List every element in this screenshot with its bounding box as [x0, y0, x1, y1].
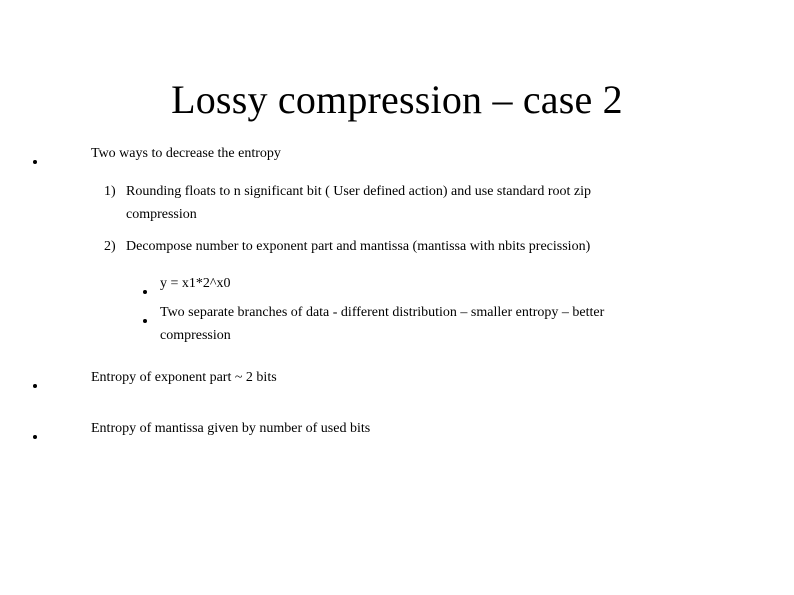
bullet-icon — [143, 319, 147, 323]
item-2-line-1: Decompose number to exponent part and mantissa (mantissa with nbits precission) — [126, 239, 591, 254]
bullet-icon — [33, 435, 37, 439]
item-1-line-2: compression — [126, 207, 197, 222]
bullet-icon — [33, 160, 37, 164]
item-1-line-1: Rounding floats to n significant bit ( User defined action) and use standard root zip — [126, 184, 592, 199]
item-number-1: 1) — [104, 184, 116, 199]
bullet-text-entropy-exponent: Entropy of exponent part ~ 2 bits — [91, 370, 277, 385]
slide-title: Lossy compression – case 2 — [171, 77, 623, 122]
subbullet-separate-branches-line-2: compression — [160, 328, 231, 343]
subbullet-formula: y = x1*2^x0 — [160, 276, 231, 291]
bullet-icon — [143, 290, 147, 294]
subbullet-separate-branches-line-1: Two separate branches of data - different distribution – smaller entropy – better — [160, 305, 605, 320]
bullet-text-entropy-mantissa: Entropy of mantissa given by number of used bits — [91, 421, 371, 436]
item-number-2: 2) — [104, 239, 116, 254]
bullet-icon — [33, 384, 37, 388]
bullet-text-ways-to-decrease-entropy: Two ways to decrease the entropy — [91, 146, 281, 161]
